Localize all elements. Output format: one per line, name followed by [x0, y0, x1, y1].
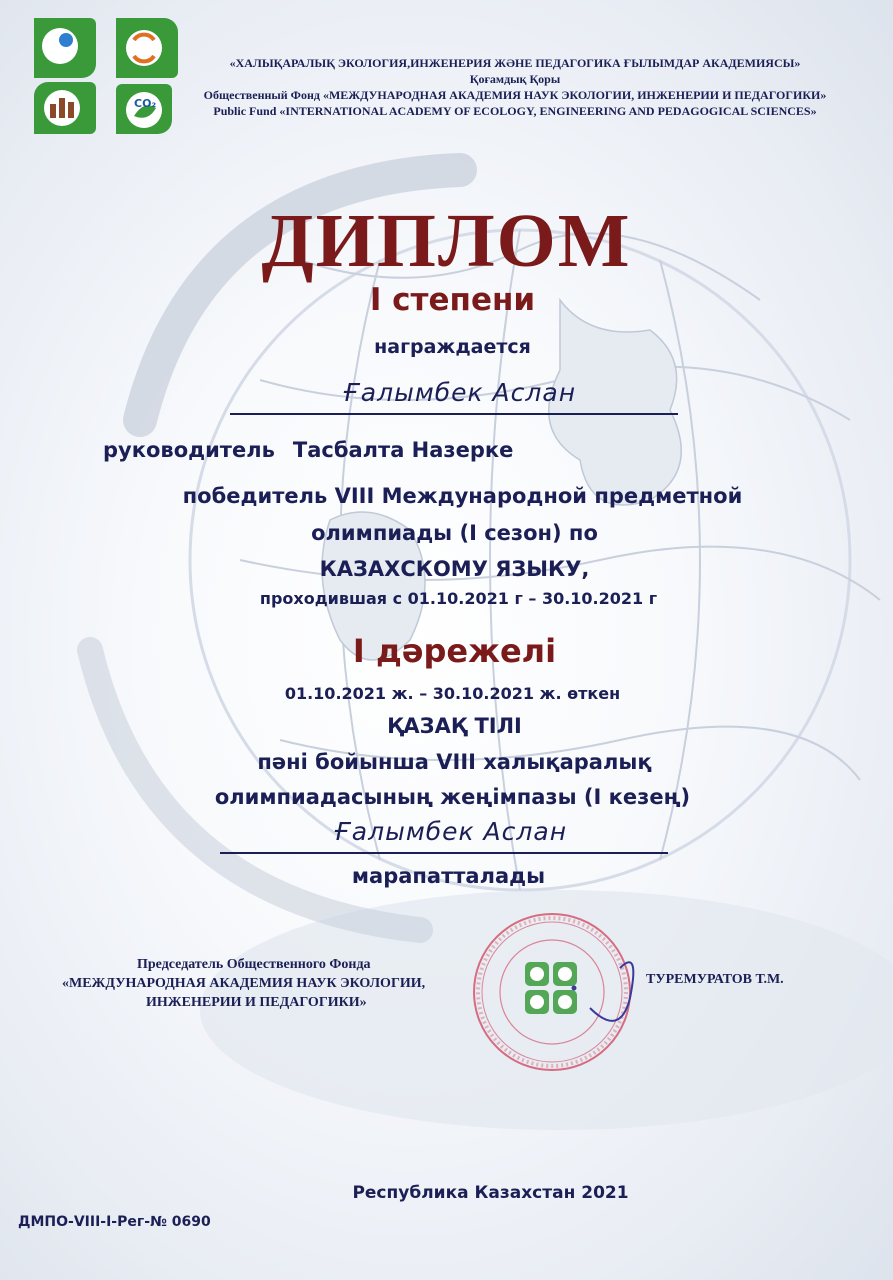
degree-ru: I степени: [369, 282, 536, 318]
header-line-fund-kz: Қоғамдық Қоры: [469, 72, 561, 86]
supervisor-name: Тасбалта Назерке: [292, 438, 514, 462]
header-line-en: Public Fund «INTERNATIONAL ACADEMY OF ECOLOGY, ENGINEERING AND PEDAGOGICAL SCIENCES»: [213, 104, 817, 118]
subject-kz: ҚАЗАҚ ТІЛІ: [387, 714, 522, 738]
country-year: Республика Казахстан 2021: [352, 1183, 629, 1203]
winner-text-kz-1: пәні бойынша VIII халықаралық: [257, 750, 652, 774]
supervisor-label: руководитель: [103, 438, 275, 462]
header-line-kz: «ХАЛЫҚАРАЛЫҚ ЭКОЛОГИЯ,ИНЖЕНЕРИЯ ЖӘНЕ ПЕДАГОГИКА ҒЫЛЫМДАР АКАДЕМИЯСЫ»: [229, 56, 801, 70]
signer-name: ТУРЕМУРАТОВ Т.М.: [646, 972, 784, 987]
dates-kz: 01.10.2021 ж. – 30.10.2021 ж. өткен: [284, 684, 621, 703]
winner-text-ru-2: олимпиады (I сезон) по: [311, 521, 598, 545]
chairman-title: Председатель Общественного Фонда: [137, 957, 371, 972]
awarded-kz: марапатталады: [351, 864, 546, 888]
recipient-kz-underline: [220, 852, 668, 854]
recipient-underline: [230, 413, 678, 415]
registration-number: ДМПО-VIII-I-Рег-№ 0690: [18, 1214, 211, 1230]
recipient-name-kz: Ғалымбек Аслан: [333, 817, 568, 846]
diploma-title: ДИПЛОМ: [261, 199, 632, 283]
chairman-organization-2: ИНЖЕНЕРИИ И ПЕДАГОГИКИ»: [146, 995, 367, 1010]
awarded-ru: награждается: [374, 336, 531, 358]
winner-text-ru-1: победитель VIII Международной предметной: [182, 484, 743, 508]
official-seal-icon: [470, 910, 635, 1075]
academy-logo-icon: [30, 12, 180, 140]
recipient-name: Ғалымбек Аслан: [342, 378, 577, 407]
logo-co2-label: CO₂: [134, 97, 157, 110]
dates-ru: проходившая с 01.10.2021 г – 30.10.2021 г: [259, 589, 658, 608]
header-line-ru: Общественный Фонд «МЕЖДУНАРОДНАЯ АКАДЕМИЯ НАУК ЭКОЛОГИИ, ИНЖЕНЕРИИ И ПЕДАГОГИКИ»: [203, 88, 827, 102]
winner-text-kz-2: олимпиадасының жеңімпазы (I кезең): [214, 785, 691, 809]
supervisor-line: [103, 438, 513, 462]
degree-kz: I дәрежелі: [352, 632, 557, 670]
subject-ru: КАЗАХСКОМУ ЯЗЫКУ,: [319, 557, 590, 581]
chairman-organization: «МЕЖДУНАРОДНАЯ АКАДЕМИЯ НАУК ЭКОЛОГИИ,: [62, 976, 426, 991]
